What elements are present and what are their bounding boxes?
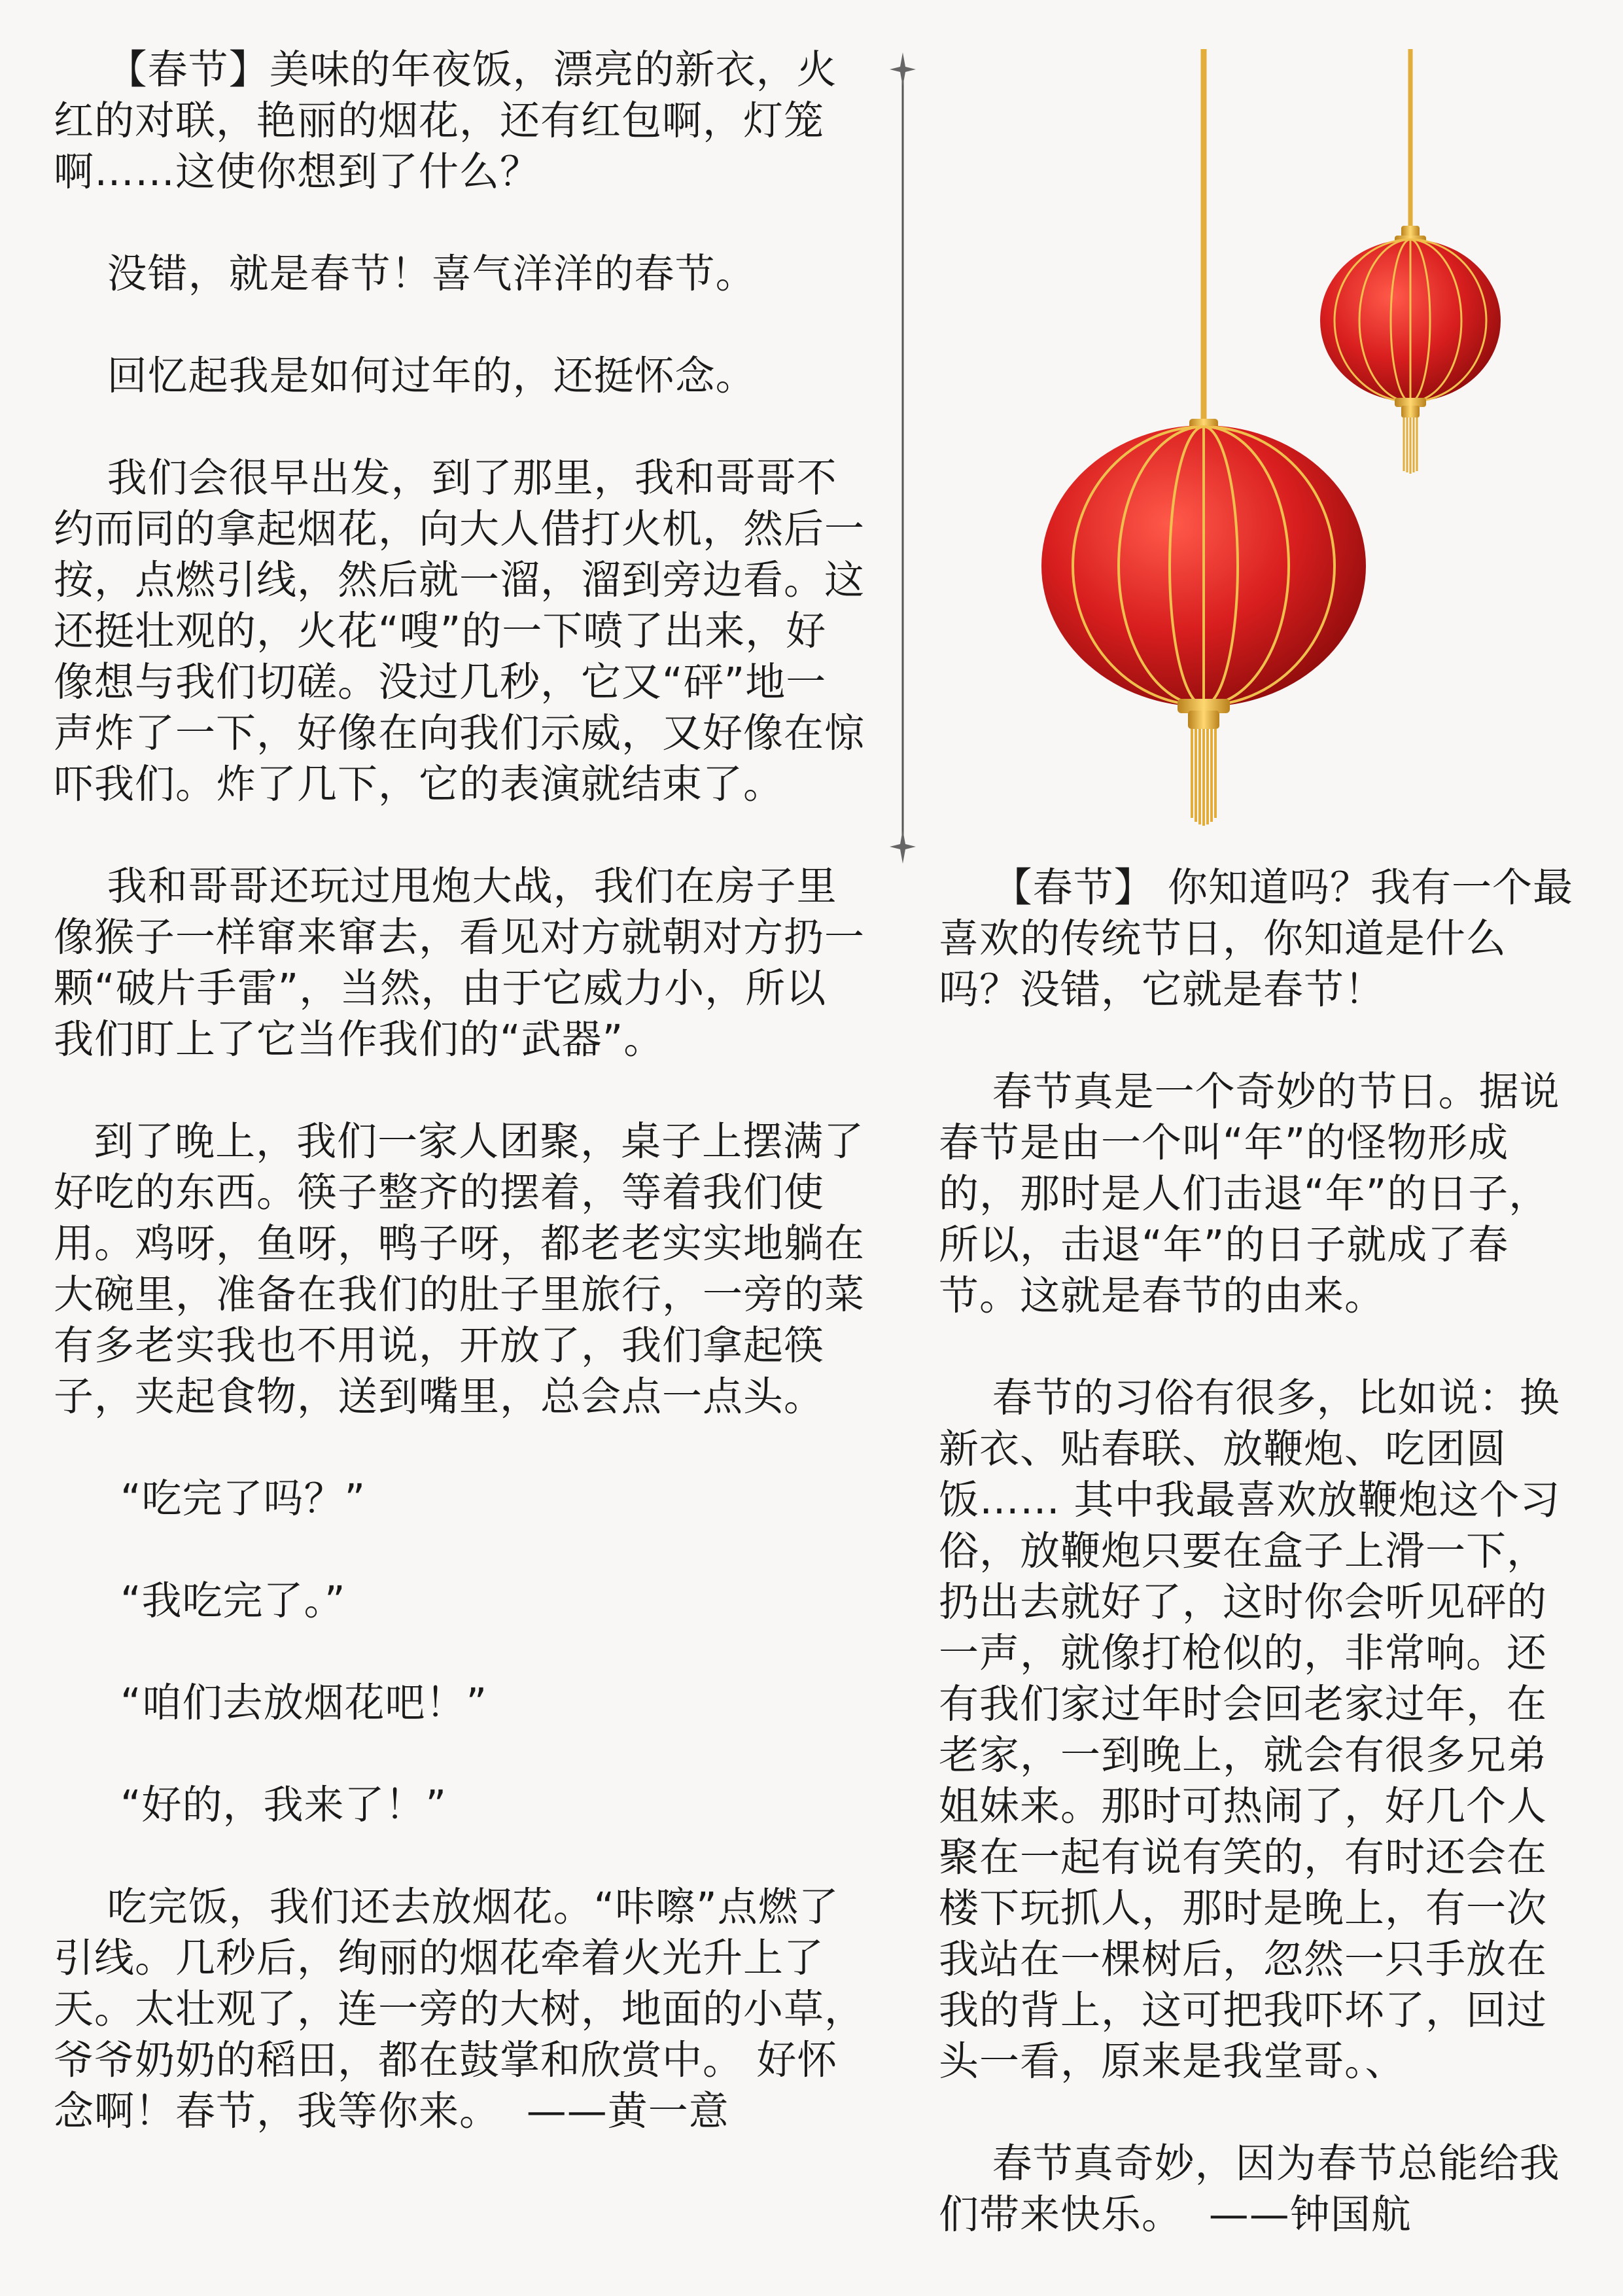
dialogue-line-3: “咱们去放烟花吧！”: [54, 1680, 488, 1726]
left-essay: [54, 44, 865, 2188]
dialogue-line-4: “好的，我来了！”: [54, 1782, 447, 1828]
right-paragraph-4: 春节真奇妙，因为春节总能给我们带来快乐。 ——钟国航: [939, 2140, 1560, 2238]
dialogue-line-1: “吃完了吗？”: [54, 1475, 366, 1522]
right-paragraph-2: 春节真是一个奇妙的节日。据说春节是由一个叫“年”的怪物形成的，那时是人们击退“年”的日子，所以，击退“年”的日子就成了春节。这就是春节的由来。: [939, 1069, 1560, 1319]
right-essay: [939, 862, 1580, 2291]
star-ornament-top-icon: [890, 52, 916, 86]
left-paragraph-2: 没错，就是春节！喜气洋洋的春节。: [54, 251, 756, 297]
left-paragraph-3: 回忆起我是如何过年的，还挺怀念。: [54, 353, 756, 399]
left-paragraph-5: 我和哥哥还玩过甩炮大战，我们在房子里像猴子一样窜来窜去，看见对方就朝对方扔一颗“破片手雷”，当然，由于它威力小，所以我们盯上了它当作我们的“武器”。: [54, 863, 865, 1063]
star-ornament-bottom-icon: [890, 830, 916, 864]
left-paragraph-1: 【春节】美味的年夜饭，漂亮的新衣，火红的对联，艳丽的烟花，还有红包啊，灯笼啊……这使你想到了什么？: [54, 46, 837, 195]
large-lantern-icon: [1041, 49, 1366, 826]
dialogue-line-2: “我吃完了。”: [54, 1578, 346, 1624]
left-paragraph-final: 吃完饭，我们还去放烟花。“咔嚓”点燃了引线。几秒后，绚丽的烟花牵着火光升上了天。太壮观了，连一旁的大树，地面的小草，爷爷奶奶的稻田，都在鼓掌和欣赏中。 好怀念啊！春节，我等你来。 ——黄一意: [54, 1884, 865, 2134]
right-paragraph-3: 春节的习俗有很多，比如说：换新衣、贴春联、放鞭炮、吃团圆饭…… 其中我最喜欢放鞭炮这个习俗，放鞭炮只要在盒子上滑一下，扔出去就好了，这时你会听见砰的一声，就像打枪似的，非常响。还有我们家过年时会回老家过年，在老家，一到晚上，就会有很多兄弟姐妹来。那时可热闹了，好几个人聚在一起有说有笑的，有时还会在楼下玩抓人，那时是晚上，有一次我站在一棵树后，忽然一只手放在我的背上，这可把我吓坏了，回过头一看，原来是我堂哥。、: [939, 1375, 1561, 2085]
left-paragraph-4: 我们会很早出发，到了那里，我和哥哥不约而同的拿起烟花，向大人借打火机，然后一按，点燃引线，然后就一溜，溜到旁边看。这还挺壮观的，火花“嗖”的一下喷了出来，好像想与我们切磋。没过几秒，它又“砰”地一声炸了一下，好像在向我们示威，又好像在惊吓我们。炸了几下，它的表演就结束了。: [54, 455, 865, 807]
vertical-divider: [890, 52, 916, 864]
small-lantern-icon: [1320, 49, 1501, 474]
lantern-illustration: [1021, 39, 1544, 844]
left-paragraph-6: 到了晚上，我们一家人团聚，桌子上摆满了好吃的东西。筷子整齐的摆着，等着我们使用。鸡呀，鱼呀，鸭子呀，都老老实实地躺在大碗里，准备在我们的肚子里旅行，一旁的菜有多老实我也不用说，开放了，我们拿起筷子，夹起食物，送到嘴里，总会点一点头。: [54, 1118, 865, 1420]
right-paragraph-1: 【春节】 你知道吗？我有一个最喜欢的传统节日，你知道是什么吗？没错，它就是春节！: [939, 864, 1573, 1013]
